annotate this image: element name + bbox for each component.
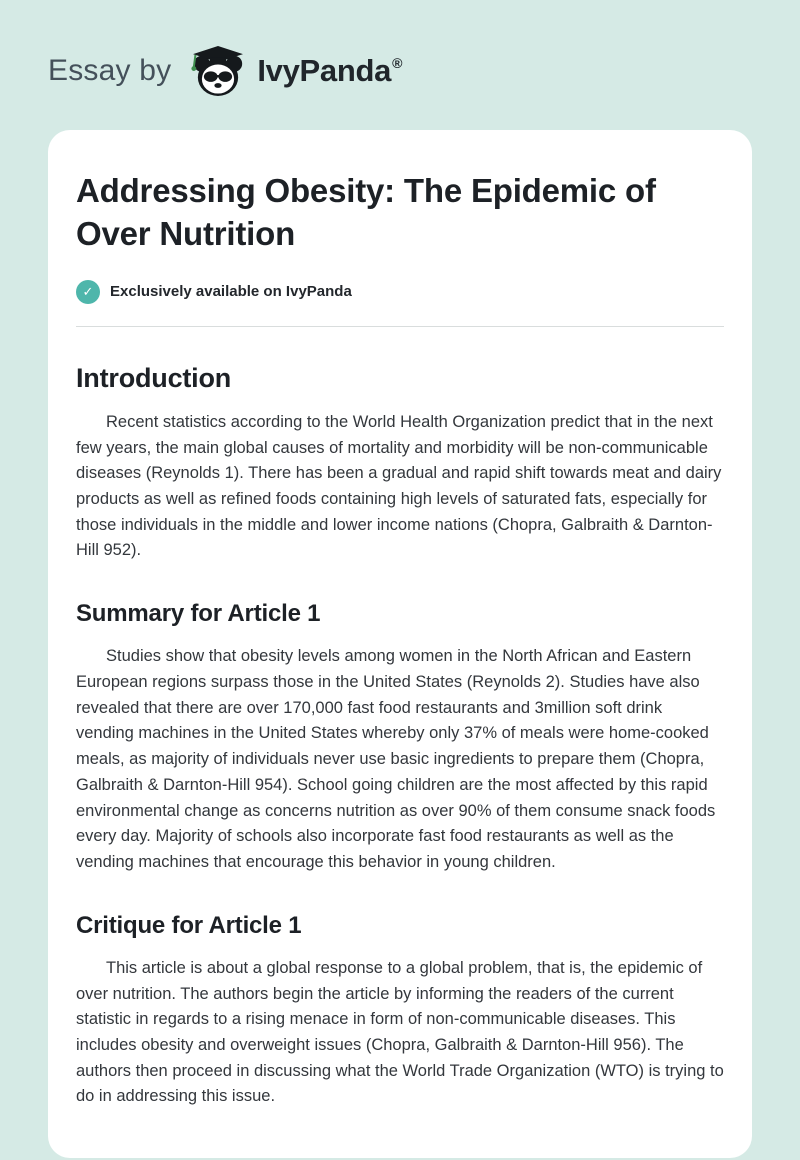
section-introduction	[76, 363, 724, 564]
divider	[76, 326, 724, 327]
panda-graduate-icon	[189, 42, 247, 100]
section-critique-article-1	[76, 912, 724, 1110]
ivypanda-logo	[189, 42, 402, 100]
registered-mark: ®	[392, 55, 403, 71]
availability-label: Exclusively available on IvyPanda	[110, 283, 352, 301]
section-summary-article-1	[76, 600, 724, 876]
site-header	[0, 0, 800, 126]
essay-by-label: Essay by	[48, 54, 172, 87]
section-paragraph: This article is about a global response to a global problem, that is, the epidemic of over nutrition. The authors begin the article by informing the readers of the current statistic in regards to a rising menace in form of non-communicable diseases. This includes obesity and overweight issues (Chopra, Galbraith & Darnton-Hill 956). The authors then proceed in discussing what the World Trade Organization (WTO) is trying to do in addressing this issue.	[76, 958, 724, 1106]
section-heading: Critique for Article 1	[76, 911, 302, 939]
check-icon: ✓	[76, 280, 100, 304]
essay-card	[48, 130, 752, 1158]
section-paragraph: Recent statistics according to the World Health Organization predict that in the next few years, the main global causes of mortality and morbidity will be non-communicable diseases (Reynolds 1). There has been a gradual and rapid shift towards meat and dairy products as well as refined foods containing high levels of saturated fats, especially for those individuals in the middle and lower income nations (Chopra, Galbraith & Darnton-Hill 952).	[76, 412, 722, 560]
essay-title: Addressing Obesity: The Epidemic of Over Nutrition	[76, 172, 656, 252]
brand-wrap	[257, 53, 402, 89]
section-heading: Summary for Article 1	[76, 600, 321, 628]
section-heading: Introduction	[76, 362, 232, 393]
availability-badge	[76, 280, 724, 304]
section-paragraph: Studies show that obesity levels among women in the North African and Eastern European regions surpass those in the United States (Reynolds 2). Studies have also revealed that there are over 170,000 fast food restaurants and 3million soft drink vending machines in the United States whereby only 37% of meals were home-cooked meals, as majority of individuals never use basic ingredients to prepare them (Chopra, Galbraith & Darnton-Hill 954). School going children are the most affected by this rapid environmental change as concerns nutrition as over 90% of them consume snack foods every day. Majority of schools also incorporate fast food restaurants as well as the vending machines that encourage this behavior in young children.	[76, 647, 716, 872]
brand-name: IvyPanda	[257, 53, 392, 88]
